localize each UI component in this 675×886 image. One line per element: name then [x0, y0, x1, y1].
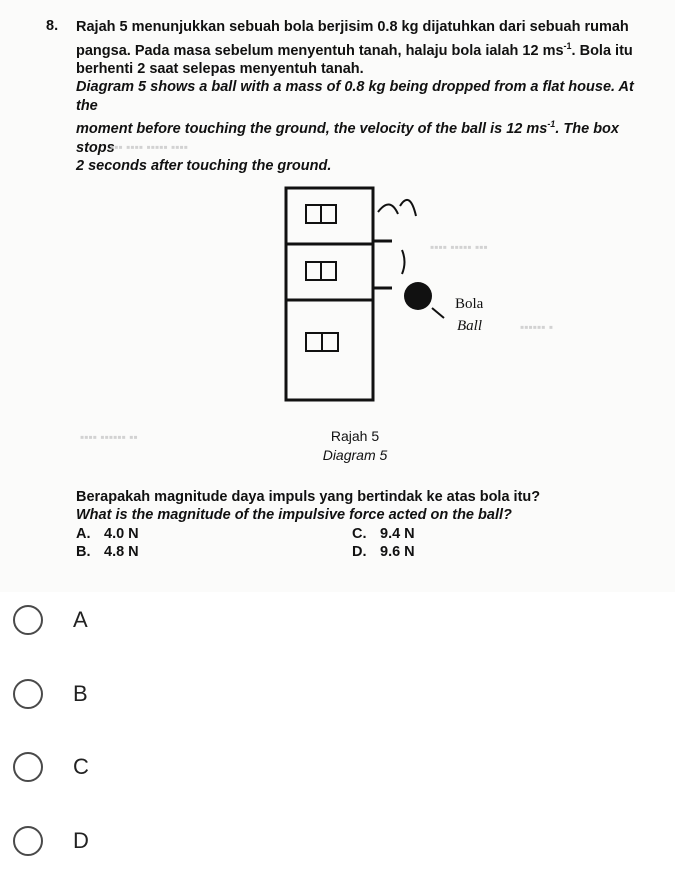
- ball-label-malay: Bola: [455, 296, 484, 312]
- malay-line-1: Rajah 5 menunjukkan sebuah bola berjisim 0.8 kg dijatuhkan dari sebuah rumah: [76, 19, 629, 35]
- building-diagram: [0, 150, 675, 430]
- choice-label-d: D: [73, 828, 89, 853]
- bleed-through: ▪▪▪ ▪▪▪▪ ▪▪▪▪▪ ▪▪▪▪: [110, 140, 189, 154]
- question-number: 8.: [46, 18, 59, 34]
- choice-a[interactable]: [13, 600, 313, 640]
- radio-button-c[interactable]: [13, 752, 43, 782]
- bleed-through: ▪▪▪▪ ▪▪▪▪▪▪ ▪▪: [80, 430, 138, 444]
- fall-path: [402, 250, 405, 274]
- choice-b[interactable]: [13, 674, 313, 714]
- bleed-through: ▪▪▪▪ ▪▪▪▪▪ ▪▪▪: [430, 240, 488, 254]
- choice-c[interactable]: [13, 747, 313, 787]
- caption-malay: Rajah 5: [330, 428, 380, 444]
- english-line-2: moment before touching the ground, the velocity of the ball is 12 $ms^{-1}$. The box stops: [76, 119, 619, 156]
- option-text-b: B. 4.8 N: [76, 544, 139, 560]
- option-text-d: D. 9.6 N: [352, 544, 415, 560]
- malay-line-2: pangsa. Pada masa sebelum menyentuh tanah, halaju bola ialah 12 $ms^{-1}$. Bola itu: [76, 40, 633, 59]
- window-icon: [306, 262, 336, 280]
- radio-button-b[interactable]: [13, 679, 43, 709]
- ball-pointer: [432, 308, 444, 318]
- ask-english: What is the magnitude of the impulsive force acted on the ball?: [76, 507, 512, 523]
- window-icon: [306, 205, 336, 223]
- radio-button-d[interactable]: [13, 826, 43, 856]
- english-line-3: 2 seconds after touching the ground.: [76, 158, 332, 175]
- bleed-through: ▪▪▪▪▪▪ ▪: [520, 320, 554, 334]
- building-outline: [286, 188, 373, 400]
- malay-line-3: berhenti 2 saat selepas menyentuh tanah.: [76, 60, 364, 77]
- option-text-a: A. 4.0 N: [76, 526, 139, 542]
- caption-english: Diagram 5: [322, 447, 388, 463]
- choice-label-b: B: [73, 681, 88, 706]
- choice-label-c: C: [73, 754, 89, 779]
- fall-path: [400, 200, 416, 216]
- ask-malay: Berapakah magnitude daya impuls yang bertindak ke atas bola itu?: [76, 489, 541, 505]
- english-line-1: Diagram 5 shows a ball with a mass of 0.8 kg being dropped from a flat house. At the: [76, 79, 634, 114]
- ball: [404, 282, 432, 310]
- choice-d[interactable]: [13, 821, 313, 861]
- question-ask: [76, 488, 646, 524]
- window-icon: [306, 333, 338, 351]
- option-text-c: C. 9.4 N: [352, 526, 415, 542]
- radio-button-a[interactable]: [13, 605, 43, 635]
- ball-label-english: Ball: [457, 318, 482, 334]
- fall-path: [378, 204, 398, 214]
- choice-label-a: A: [73, 607, 88, 632]
